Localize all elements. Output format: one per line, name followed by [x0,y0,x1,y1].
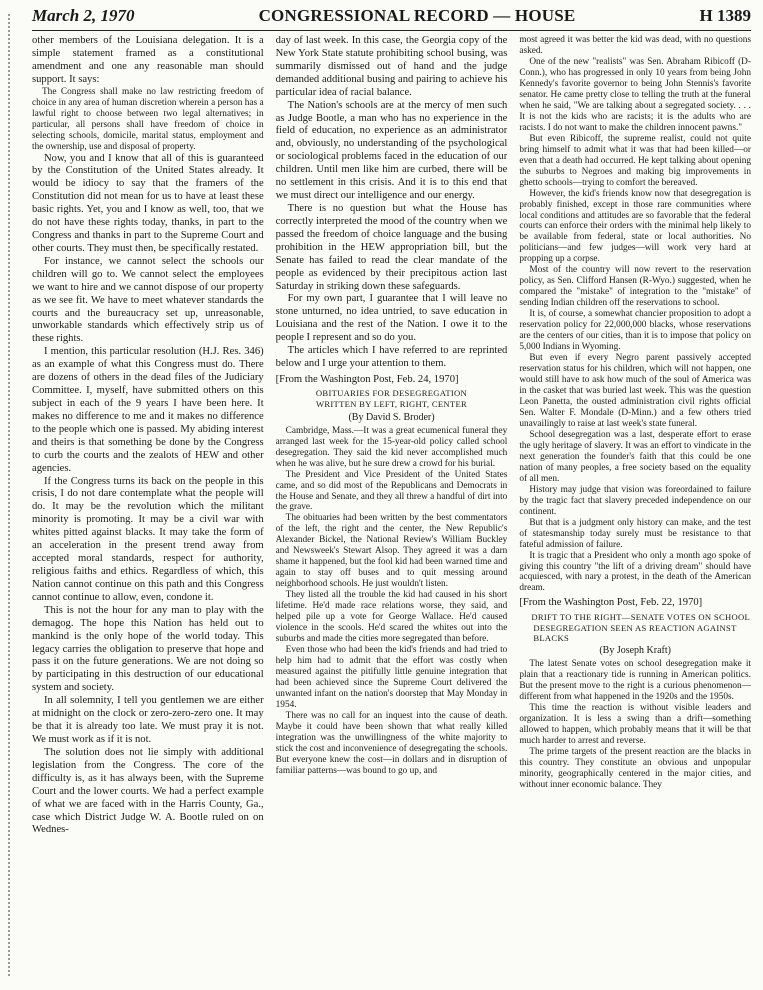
article-paragraph: But that is a judgment only history can make, and the test of statesmanship today surely must be resistance to that fateful admission of failure. [519,517,751,550]
article-paragraph: There was no call for an inquest into the cause of death. Maybe it could have been shown that what really killed integration was the unwillingness of the white majority to stick the cost and inconvenience of desegregating the schools. But everyone knew the cost—in dollars and in disruption of familiar patterns—was bound to go up, and [275,710,508,776]
paragraph: There is no question but what the House has correctly interpreted the mood of the country when we passed the freedom of choice language and the busing prohibition in the HEW appropriation bill, but the Senate has failed to read the clear mandate of the people as evidenced by their precipitous action last Saturday in striking down these safeguards. [275,202,508,292]
article-paragraph: The President and Vice President of the United States came, and so did most of the Republicans and Democrats in the House and Senate, and they all threw a handful of dirt into the grave. [275,469,508,513]
paragraph: For my own part, I guarantee that I will leave no stone unturned, no idea untried, to save education in Louisiana and the rest of the Nation. I owe it to the people I represent and so do you. [275,293,508,344]
paragraph: The Nation's schools are at the mercy of men such as Judge Bootle, a man who has no experience in the field of education, no experience as an administrator and, obviously, no understanding of the psychological or sociological problems faced in the education of our children. Until men like him are curbed, there will be no settlement in this crisis. And it is to this end that we must direct our intelligence and our energy. [275,99,508,202]
header-page-number: H 1389 [699,6,751,25]
article-paragraph: But even if every Negro parent passively accepted reservation status for his children, which will not happen, one would still have to ask how much of the soul of America was in the casket that was buried last week. This was the question Leon Panetta, the ousted administration civil rights official Sen. Walter F. Mondale (D-Minn.) and a few others tried unavailingly to raise at last week's state funeral. [519,353,751,429]
paragraph: If the Congress turns its back on the people in this crisis, I do not dare contemplate what the people will do. It may be the revolution which the militant minority is promoting. It may be a civil war with whites pitted against blacks. It may take the form of an acceleration in the present trend away from accepted moral standards, respect for authority, religious faiths and ethics. Regardless of which, this Nation cannot continue on this path and this Congress cannot continue to allow, even, condone it. [32,475,264,603]
article-source: [From the Washington Post, Feb. 22, 1970] [519,597,703,609]
paragraph: The articles which I have referred to are reprinted below and I urge your attention to them. [275,345,508,370]
paragraph: The solution does not lie simply with additional legislation from the Congress. The core of the difficulty is, as it has always been, with the Supreme Court and the lower courts. We had a perfect example of what we are faced with in the Harris County, Ga., case which District Judge W. A. Bootle ruled on on Wednes- [32,746,264,836]
article-paragraph: History may judge that vision was foreordained to failure by the tragic fact that slavery preceded independence on our continent. [519,484,751,517]
article-source: [From the Washington Post, Feb. 24, 1970] [275,373,459,385]
article-headline: DRIFT TO THE RIGHT—SENATE VOTES ON SCHOOL DESEGREGATION SEEN AS REACTION AGAINST BLACKS [531,612,750,643]
paragraph: day of last week. In this case, the Georgia copy of the New York State statute prohibiting school busing, was summarily dismissed out of hand and the judge demanded additional busing and pairing to achieve his particular idea of racial balance. [275,35,508,98]
article-byline: (By David S. Broder) [348,411,435,423]
article-paragraph: One of the new "realists" was Sen. Abraham Ribicoff (D-Conn.), who has progressed in only 10 years from being John Kennedy's favorite governor to being John Stennis's favorite senator. He came pretty close to telling the truth at the funeral when he said, "We are talking about a segregated society. . . . It is not the kids who are racists; it is the adults who are racists. I do not want to make the children innocent pawns." [519,56,751,133]
page-edge-dotted-line [8,14,10,976]
article-paragraph: most agreed it was better the kid was dead, with no questions asked. [519,35,751,56]
paragraph: In all solemnity, I tell you gentlemen we are either at midnight on the clock or zero-zero-zero one. It may be that it is already too late. We must pray it is not. We must work as if it is not. [32,695,264,745]
article-paragraph: It is, of course, a somewhat chancier proposition to adopt a reservation policy for 22,000,000 blacks, whose reservations are the centers of our cities, than it is to impose that policy on 5,000 Indians in Wyoming. [519,309,751,353]
header-rule [32,30,751,31]
text-columns [32,35,751,984]
article-paragraph: This time the reaction is without visible leaders and organization. It is less a swing than a drift—something allowed to happen, which probably means that it will be that much harder to arrest and reverse. [519,703,751,747]
paragraph: I mention, this particular resolution (H.J. Res. 346) as an example of what this Congress must do. There are dozens of others in the dead files of the Judiciary Committee. I, myself, have submitted others on this subject in each of the 9 years I have been here. It makes no difference to me and it makes no difference to the people which one is passed. My abiding interest and theirs is that something be done by the Congress to curb the courts and the zealots of HEW and other agencies. [32,346,264,474]
article-subheadline: WRITTEN BY LEFT, RIGHT, CENTER [315,399,468,410]
article-headline: OBITUARIES FOR DESEGREGATION [315,387,468,398]
header-date: March 2, 1970 [32,6,135,25]
article-byline: (By Joseph Kraft) [599,645,671,657]
article-paragraph: But even Ribicoff, the supreme realist, could not quite bring himself to admit what it was that had been killed—or even that a death had occurred. He kept talking about opening the suburbs to Negroes and making big improvements in ghetto schools—trying to comfort the bereaved. [519,133,751,188]
article-paragraph: It is tragic that a President who only a month ago spoke of giving this country "the lift of a driving dream" should have acquiesced, with nary a protest, in the death of the American dream. [519,550,751,594]
article-paragraph: Even those who had been the kid's friends and had tried to help him had to admit that the effort was costly when measured against the pitifully little genuine integration that had been achieved since the Supreme Court delivered the unwanted infant on the nation's doorstep that May Monday in 1954. [275,645,508,710]
article-paragraph: The latest Senate votes on school desegregation make it plain that a reactionary tide is running in American politics. But the present move to the right is a curious phenomenon—different from what happened in the 1920s and the 1950s. [519,659,751,703]
article-paragraph: Cambridge, Mass.—It was a great ecumenical funeral they arranged last week for the 15-year-old policy called school desegregation. They said the kid never accomplished much when he was alive, but he sure drew a crowd for his burial. [275,425,508,469]
paragraph: For instance, we cannot select the schools our children will go to. We cannot select the employees we want to hire and we cannot dispose of our property as we see fit. We have to meet whatever standards the courts and the bureaucracy set up, unreasonable, unworkable standards which effectively strip us of these rights. [32,255,264,345]
article-paragraph: Most of the country will now revert to the reservation policy, as Sen. Clifford Hansen (R-Wyo.) suggested, when he compared the "mistake" of integration to the "mistake" of sending Indian children off the reservations to school. [519,265,751,309]
paragraph: Now, you and I know that all of this is guaranteed by the Constitution of the United States already. It would be idiocy to say that the framers of the Constitution did not mean for us to have at least these basic rights. Yet, you and I know as well, too, that we do not have these rights today, thanks, in part to the Congress and thanks in part to the Supreme Court and other courts. They must then, be specifically restated. [32,152,264,254]
article-paragraph: They listed all the trouble the kid had caused in his short lifetime. He'd made race relations worse, they said, and helped pile up a vote for George Wallace. He'd caused violence in the scools. He'd scared the whites out into the suburbs and made the cities more segregated than before. [275,590,508,645]
article-paragraph: The obituaries had been written by the best commentators of the left, the right and the center, the New Republic's Alexander Bickel, the National Review's William Buckley and Newsweek's Stewart Alsop. They agreed it was a darn shame it happened, but the fool kid had been warned time and again to stay off buses and to quit messing around neighborhood schools. He just wouldn't listen. [275,513,508,590]
paragraph: other members of the Louisiana delegation. It is a simple statement framed as a constitutional amendment and one any reasonable man should support. It says: [32,35,264,85]
article-paragraph: However, the kid's friends know now that desegregation is probably finished, except in those rare communities where local conditions and attitudes are so favorable that the federal courts can enforce their orders with the minimal help likely to be available from federal, state or local authorities. No politicians—and few judges—will work very hard at propping up a corpse. [519,188,751,265]
column-2 [276,35,508,984]
article-paragraph: School desegregation was a last, desperate effort to erase the ugly heritage of slavery. It was an effort to vindicate in the next generation the founder's faith that this could be one nation of many peoples, a free society based on the equality of all men. [519,429,751,484]
article-paragraph: The prime targets of the present reaction are the blacks in this country. They constitute an obvious and unpopular minority, geographically centered in the major cities, and without inner economic balance. They [519,747,751,791]
page-header [32,4,751,28]
header-title: CONGRESSIONAL RECORD — HOUSE [258,6,576,25]
paragraph: This is not the hour for any man to play with the demagog. The hope this Nation has held out to mankind is the only hope of the world today. This legacy carries the obligation to preserve that hope and pass it on the future generations. We are not doing so by participating in this destruction of our educational system and society. [32,604,264,694]
column-3 [519,35,751,984]
quoted-amendment: The Congress shall make no law restricting freedom of choice in any area of human discretion wherein a person has a lawful right to choose between two legal alternatives; in particular, all persons shall have freedom of choice in selecting schools, domicile, marital status, employment and the ownership, use and disposal of property. [32,86,264,152]
column-1 [32,35,264,984]
